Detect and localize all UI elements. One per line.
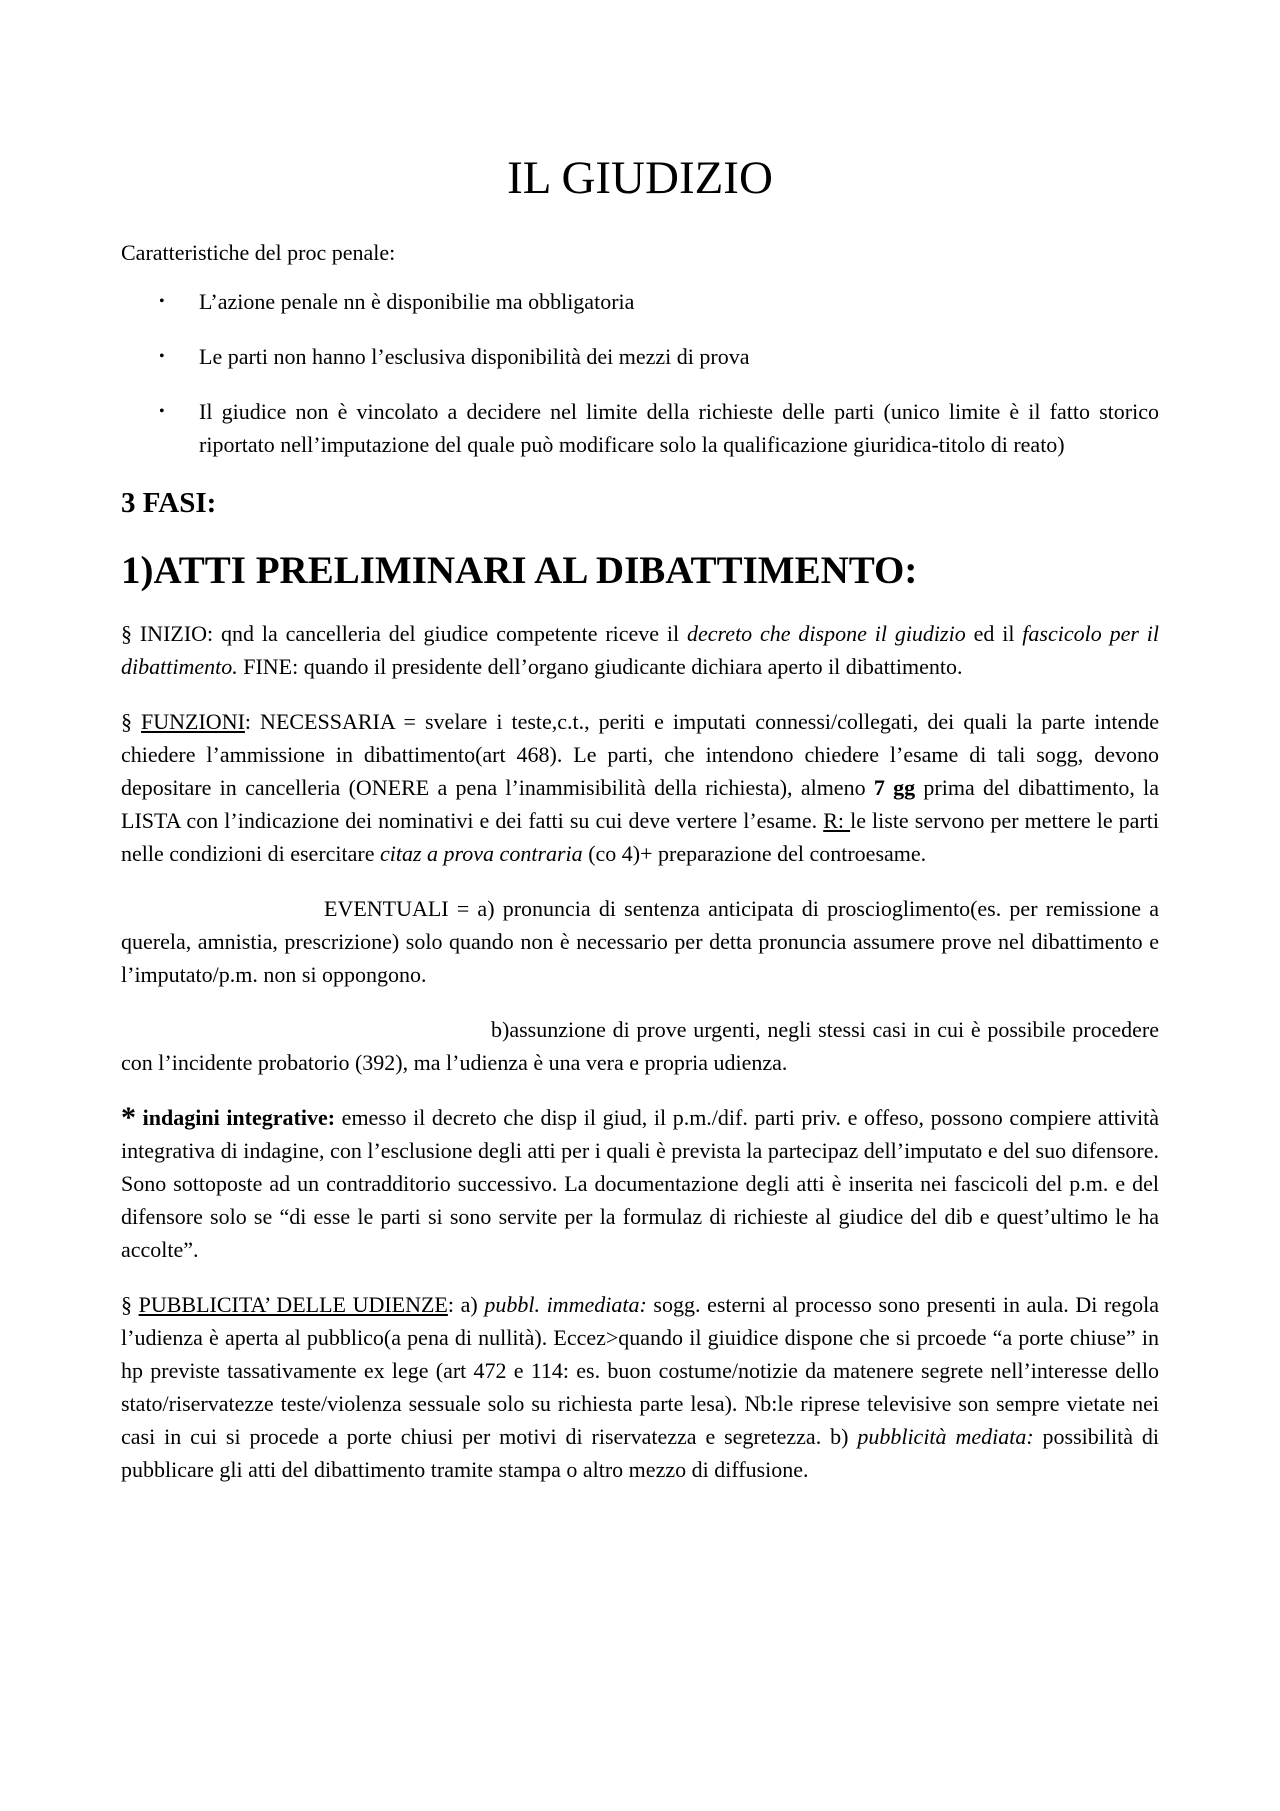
paragraph-assunzione: b)assunzione di prove urgenti, negli stessi casi in cui è possibile procedere con l’incidente probatorio (392), ma l’udienza è una vera e propria udienza.: [121, 1017, 1159, 1075]
pubblicita-text: : a): [447, 1292, 485, 1317]
intro-text: Caratteristiche del proc penale:: [121, 240, 396, 265]
funzioni-r-label: R:: [823, 808, 851, 833]
page-title: IL GIUDIZIO: [507, 152, 773, 204]
inizio-fascicolo: fascicolo per il dibattimento.: [121, 621, 1159, 679]
indagini-text: emesso il decreto che disp il giud, il p.m./dif. parti priv. e offeso, possono compiere attività integrativa di indagine, con l’esclusione degli atti per i quali è prevista la partecipaz dell’imputato e del suo difensore. Sono sottoposte ad un contradditorio successivo. La documentazione degli atti è inserita nei fascicoli del p.m. e del difensore solo se “di esse le parti si sono servite per la formulaz di richieste al giudice del dib e quest’ultimo le ha accolte”.: [121, 1105, 1159, 1262]
list-item: [121, 340, 1159, 373]
inizio-text: FINE: quando il presidente dell’organo giudicante dichiara aperto il dibattimento.: [237, 654, 963, 679]
bullet-icon: •: [159, 403, 165, 420]
heading-fasi: 3 FASI:: [121, 487, 217, 519]
paragraph-eventuali: EVENTUALI = a) pronuncia di sentenza anticipata di proscioglimento(es. per remissione a querela, amnistia, prescrizione) solo quando non è necessario per detta pronuncia assumere prove nel dibattimento e l’imputato/p.m. non si oppongono.: [121, 896, 1159, 987]
heading-atti-preliminari: 1)ATTI PRELIMINARI AL DIBATTIMENTO:: [121, 549, 918, 592]
paragraph-inizio: [121, 617, 1159, 683]
funzioni-text: : NECESSARIA = svelare i teste,c.t., periti e imputati connessi/collegati, dei quali la parte intende chiedere l’ammissione in dibattimento(art 468). Le parti, che intendono chiedere l’esame di tali sogg, devono depositare in cancelleria (ONERE a pena l’inammisibilità della richiesta), almeno: [121, 709, 1159, 800]
funzioni-days: 7 gg: [873, 775, 916, 800]
inizio-decreto: decreto che dispone il giudizio: [687, 621, 966, 646]
paragraph-funzioni: [121, 705, 1159, 870]
pubblicita-text: §: [121, 1292, 139, 1317]
asterisk-icon: *: [121, 1101, 136, 1134]
pubblicita-immediata: pubbl. immediata:: [484, 1292, 647, 1317]
funzioni-text: prima del dibattimento, la LISTA con l’indicazione dei nominativi e dei fatti su cui deve vertere l’esame.: [121, 775, 1160, 833]
list-item-text: Le parti non hanno l’esclusiva disponibilità dei mezzi di prova: [199, 344, 750, 369]
funzioni-label: FUNZIONI: [141, 709, 245, 734]
list-item: [121, 285, 1159, 318]
funzioni-text: le liste servono per mettere le parti nelle condizioni di esercitare: [121, 808, 1159, 866]
paragraph-indagini: [121, 1101, 1159, 1266]
inizio-text: § INIZIO: qnd la cancelleria del giudice competente riceve il: [121, 621, 688, 646]
funzioni-text: §: [121, 709, 142, 734]
pubblicita-mediata: pubblicità mediata:: [857, 1424, 1034, 1449]
pubblicita-text: sogg. esterni al processo sono presenti in aula. Di regola l’udienza è aperta al pubblico(a pena di nullità). Eccez>quando il giuidice dispone che si prcoede “a porte chiuse” in hp previste tassativamente ex lege (art 472 e 114: es. buon costume/notizie da matenere segrete nell’interesse dello stato/riservatezze teste/violenza sessuale solo su richiesta parte lesa). Nb:le riprese televisive son sempre vietate nei casi in cui si procede a porte chiusi per motivi di riservatezza e segretezza. b): [121, 1292, 1159, 1449]
characteristics-list: [121, 285, 1159, 461]
bullet-icon: •: [159, 348, 165, 365]
pubblicita-text: possibilità di pubblicare gli atti del dibattimento tramite stampa o altro mezzo di diffusione.: [121, 1424, 1160, 1482]
list-item-text: Il giudice non è vincolato a decidere nel limite della richieste delle parti (unico limite è il fatto storico riportato nell’imputazione del quale può modificare solo la qualificazione giuridica-titolo di reato): [199, 399, 1159, 457]
bullet-icon: •: [159, 293, 165, 310]
list-item-text: L’azione penale nn è disponibilie ma obbligatoria: [199, 289, 635, 314]
paragraph-pubblicita: [121, 1288, 1159, 1486]
list-item: [121, 395, 1159, 461]
inizio-text: ed il: [965, 621, 1023, 646]
funzioni-text: (co 4)+ preparazione del controesame.: [582, 841, 927, 866]
funzioni-citaz: citaz a prova contraria: [380, 841, 583, 866]
pubblicita-label: PUBBLICITA’ DELLE UDIENZE: [138, 1292, 448, 1317]
indagini-label: indagini integrative:: [142, 1105, 336, 1130]
